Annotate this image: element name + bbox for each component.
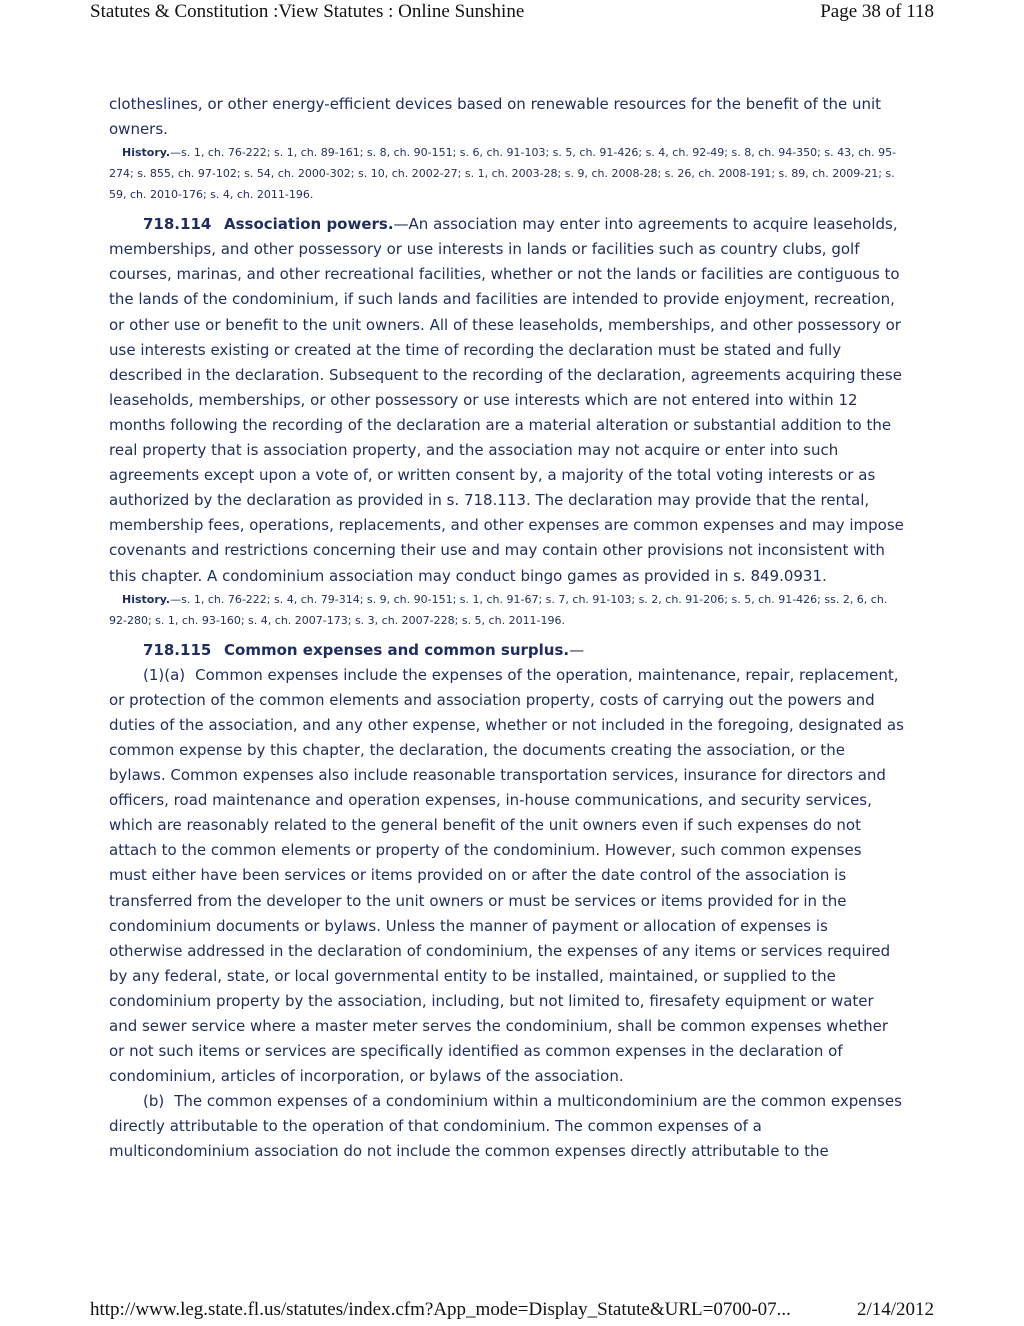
section-catchline: Association powers. — [224, 215, 394, 234]
section-body: —An association may enter into agreements to acquire leaseholds, memberships, and other possessory or use interests in lands or facilities such as country clubs, golf courses, marinas, and other recreational facilities, whether or not the lands or facilities are contiguous to the lands of the condominium, if such lands and facilities are intended to provide enjoyment, recreation, or other use or benefit to the unit owners. All of these leaseholds, memberships, and other possessory or use interests existing or created at the time of recording the declaration must be stated and fully described in the declaration. Subsequent to the recording of the declaration, agreements acquiring these leaseholds, memberships, or other possessory or use interests which are not entered into within 12 months following the recording of the declaration are a material alteration or substantial addition to the real property that is association property, and the association may not acquire or enter into such agreements except upon a vote of, or written consent by, a majority of the total voting interests or as authorized by the declaration as provided in s. 718.113. The declaration may provide that the rental, membership fees, operations, replacements, and other expenses are common expenses and may impose covenants and restrictions concerning their use and may contain other provisions not inconsistent with this chapter. A condominium association may conduct bingo games as provided in s. 849.0931. — [109, 215, 904, 585]
history-label: History. — [122, 592, 171, 606]
page-title: Statutes & Constitution :View Statutes : Online Sunshine — [90, 1, 525, 22]
statute-content — [109, 92, 904, 1165]
subsection-label: (1)(a) — [143, 665, 186, 684]
subsection-b — [109, 1089, 904, 1164]
source-url: http://www.leg.state.fl.us/statutes/index.cfm?App_mode=Display_Statute&URL=0700-07... — [90, 1299, 791, 1320]
history-citations: —s. 1, ch. 76-222; s. 1, ch. 89-161; s. 8, ch. 90-151; s. 6, ch. 91-103; s. 5, ch. 91-426; s. 4, ch. 92-49; s. 8, ch. 94-350; s. 43, ch. 95-274; s. 855, ch. 97-102; s. 54, ch. 2000-302; s. 10, ch. 2002-27; s. 1, ch. 2003-28; s. 9, ch. 2008-28; s. 26, ch. 2008-191; s. 89, ch. 2009-21; s. 59, ch. 2010-176; s. 4, ch. 2011-196. — [109, 146, 897, 202]
history-note-113 — [109, 142, 904, 205]
print-footer — [90, 1299, 934, 1321]
page-indicator: Page 38 of 118 — [820, 1, 934, 22]
print-date: 2/14/2012 — [856, 1299, 934, 1320]
history-note-114 — [109, 589, 904, 631]
section-718-115-heading — [109, 638, 904, 663]
subsection-text: The common expenses of a condominium within a multicondominium are the common expenses directly attributable to the operation of that condominium. The common expenses of a multicondominium association do not include the common expenses directly attributable to the — [109, 1092, 902, 1161]
section-dash: — — [569, 640, 585, 659]
section-718-114 — [109, 212, 904, 588]
subsection-text: Common expenses include the expenses of the operation, maintenance, repair, replacement, or protection of the common elements and association property, costs of carrying out the powers and duties of the association, and any other expense, whether or not included in the foregoing, designated as common expense by this chapter, the declaration, the documents creating the association, or the bylaws. Common expenses also include reasonable transportation services, insurance for directors and officers, road maintenance and operation expenses, in-house communications, and security services, which are reasonably related to the general benefit of the unit owners even if such expenses do not attach to the common elements or property of the condominium. However, such common expenses must either have been services or items provided on or after the date control of the association is transferred from the developer to the unit owners or must be services or items provided for in the condominium documents or bylaws. Unless the manner of payment or allocation of expenses is otherwise addressed in the declaration of condominium, the expenses of any items or services required by any federal, state, or local governmental entity to be installed, maintained, or supplied to the condominium property by the association, including, but not limited to, firesafety equipment or water and sewer service where a master meter serves the condominium, shall be common expenses whether or not such items or services are specifically identified as common expenses in the declaration of condominium, articles of incorporation, or bylaws of the association. — [109, 665, 904, 1086]
section-number: 718.115 — [143, 640, 212, 659]
subsection-label: (b) — [143, 1092, 165, 1111]
section-catchline: Common expenses and common surplus. — [224, 640, 570, 659]
subsection-1a — [109, 663, 904, 1090]
continuation-paragraph: clotheslines, or other energy-efficient devices based on renewable resources for the benefit of the unit owners. — [109, 95, 882, 139]
history-label: History. — [122, 146, 171, 160]
history-citations: —s. 1, ch. 76-222; s. 4, ch. 79-314; s. 9, ch. 90-151; s. 1, ch. 91-67; s. 7, ch. 91-103; s. 2, ch. 91-206; s. 5, ch. 91-426; ss. 2, 6, ch. 92-280; s. 1, ch. 93-160; s. 4, ch. 2007-173; s. 3, ch. 2007-228; s. 5, ch. 2011-196. — [109, 592, 888, 627]
print-header — [90, 1, 934, 23]
section-number: 718.114 — [143, 215, 212, 234]
